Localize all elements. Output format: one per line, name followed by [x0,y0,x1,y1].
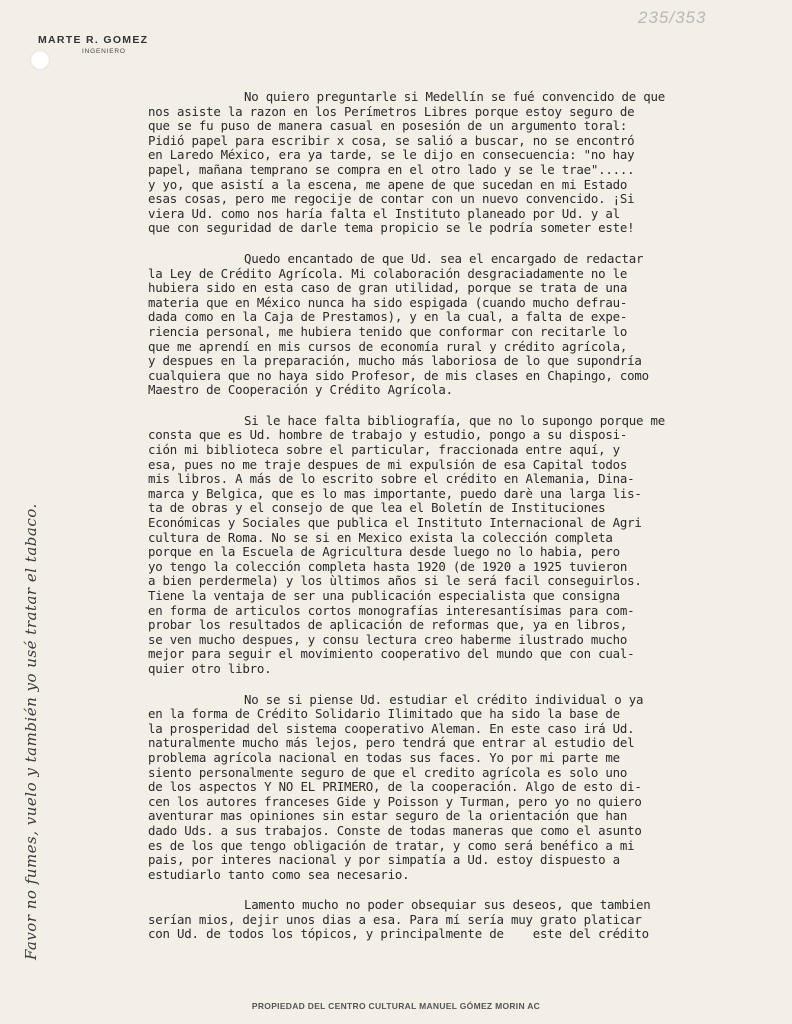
text-line: a bien perdermela) y los ùltimos años si le será facil conseguirlos. [148,573,642,589]
text-line: en la forma de Crédito Solidario Ilimitado que ha sido la base de [148,706,620,722]
text-line: Tiene la ventaja de ser una publicación especialista que consigna [148,588,620,603]
text-line: naturalmente mucho más lejos, pero tendrá que entrar al estudio del [148,735,635,751]
paragraph-gap [148,398,788,414]
text-line: materia que en México nunca ha sido espigada (cuando mucho defrau- [148,294,628,310]
text-line: No se si piense Ud. estudiar el crédito individual o ya [244,691,644,707]
letterhead-name: MARTE R. GOMEZ [38,34,149,46]
text-line: ta de obras y el consejo de que lea el Boletín de Instituciones [148,500,606,516]
paragraph [148,252,788,398]
text-line: nos asiste la razon en los Perímetros Libres porque estoy seguro de [148,103,635,119]
text-line: No quiero preguntarle si Medellín se fué convencido de que [244,89,666,104]
text-line: siento personalmente seguro de que el credito agrícola es solo uno [148,764,628,780]
archive-footer: PROPIEDAD DEL CENTRO CULTURAL MANUEL GÓMEZ MORIN AC [251,1001,541,1011]
text-line: que me aprendí en mis cursos de economía rural y crédito agrícola, [148,338,628,354]
text-line: cen los autores franceses Gide y Poisson y Turman, pero yo no quiero [148,793,642,809]
text-line: quier otro libro. [148,660,272,676]
text-line: Pidió papel para escribir x cosa, se salió a buscar, no se encontró [148,132,635,148]
text-line: riencia personal, me hubiera tenido que conformar con recitarle lo [148,323,628,339]
text-line: Maestro de Cooperación y Crédito Agrícola. [148,382,453,398]
text-line: cultura de Roma. No se si en Mexico exista la colección completa [148,529,613,545]
text-line: Económicas y Sociales que publica el Instituto Internacional de Agri [148,515,642,531]
text-line: marca y Belgica, que es lo mas importante, puedo darè una larga lis- [148,485,642,501]
text-line: dado Uds. a sus trabajos. Conste de todas maneras que como el asunto [148,822,642,838]
paragraph [148,898,788,942]
text-line: consta que es Ud. hombre de trabajo y estudio, pongo a su disposi- [148,427,628,443]
letter-body [148,90,788,942]
text-line: de los aspectos Y NO EL PRIMERO, de la cooperación. Algo de esto di- [148,779,642,795]
letterhead-title: INGENIERO [82,48,126,55]
paragraph-gap [148,882,788,898]
archive-number: 235/353 [638,8,707,27]
text-line: dada como en la Caja de Prestamos), y en la cual, a falta de expe- [148,309,628,325]
paragraph [148,693,788,883]
punch-hole [30,50,50,70]
text-line: esa, pues no me traje despues de mi expulsión de esa Capital todos [148,456,628,472]
text-line: probar los resultados de aplicación de reformas que, ya en libros, [148,617,628,633]
text-line: que se fu puso de manera casual en posesión de un argumento toral: [148,118,628,134]
handwritten-margin-note: Favor no fumes, vuelo y también yo usé tratar el tabaco. [22,503,40,960]
text-line: Quedo encantado de que Ud. sea el encargado de redactar [244,250,644,266]
text-line: viera Ud. como nos haría falta el Instituto planeado por Ud. y al [148,205,620,221]
paragraph [148,414,788,677]
text-line: aventurar mas opiniones sin estar seguro de la orientación que han [148,808,628,824]
text-line: en forma de articulos cortos monografías interesantísimas para com- [148,602,635,618]
text-line: se ven mucho despues, y consu lectura creo haberme ilustrado mucho [148,631,628,647]
text-line: que con seguridad de darle tema propicio se le podría someter este! [148,220,635,236]
text-line: la Ley de Crédito Agrícola. Mi colaboración desgraciadamente no le [148,265,628,281]
text-line: pais, por interes nacional y por simpatía a Ud. estoy dispuesto a [148,852,620,868]
paragraph-gap [148,236,788,252]
text-line: papel, mañana temprano se compra en el otro lado y se le trae"..... [148,161,635,177]
paragraph-gap [148,677,788,693]
text-line: Lamento mucho no poder obsequiar sus deseos, que tambien [244,897,651,913]
text-line: y yo, que asistí a la escena, me apene de que sucedan en mi Estado [148,176,628,192]
text-line: serían mios, dejir unos dias a esa. Para mí sería muy grato platicar [148,911,642,927]
paragraph [148,90,788,236]
text-line: estudiarlo tanto como sea necesario. [148,866,410,882]
text-line: mis libros. A más de lo escrito sobre el crédito en Alemania, Dina- [148,471,635,487]
text-line: Si le hace falta bibliografía, que no lo supongo porque me [244,412,666,428]
text-line: en Laredo México, era ya tarde, se le dijo en consecuencia: "no hay [148,147,635,163]
text-line: mejor para seguir el movimiento cooperativo del mundo que con cual- [148,646,635,662]
text-line: cualquiera que no haya sido Profesor, de mis clases en Chapingo, como [148,367,649,383]
text-line: la prosperidad del sistema cooperativo Aleman. En este caso irá Ud. [148,720,635,736]
text-line: problema agrícola nacional en todas sus faces. Yo por mi parte me [148,749,620,765]
text-line: es de los que tengo obligación de tratar, y como será benéfico a mi [148,837,635,853]
text-line: y despues en la preparación, mucho más laboriosa de lo que supondría [148,353,642,369]
text-line: con Ud. de todos los tópicos, y principalmente de este del crédito [148,926,649,942]
text-line: esas cosas, pero me regocije de contar con un nuevo convencido. ¡Si [148,191,635,207]
text-line: ción mi biblioteca sobre el particular, fraccionada entre aquí, y [148,442,620,458]
text-line: porque en la Escuela de Agricultura desde luego no lo habia, pero [148,544,620,560]
text-line: yo tengo la colección completa hasta 1920 (de 1920 a 1925 tuvieron [148,558,628,574]
text-line: hubiera sido en esta caso de gran utilidad, porque se trata de una [148,280,628,296]
